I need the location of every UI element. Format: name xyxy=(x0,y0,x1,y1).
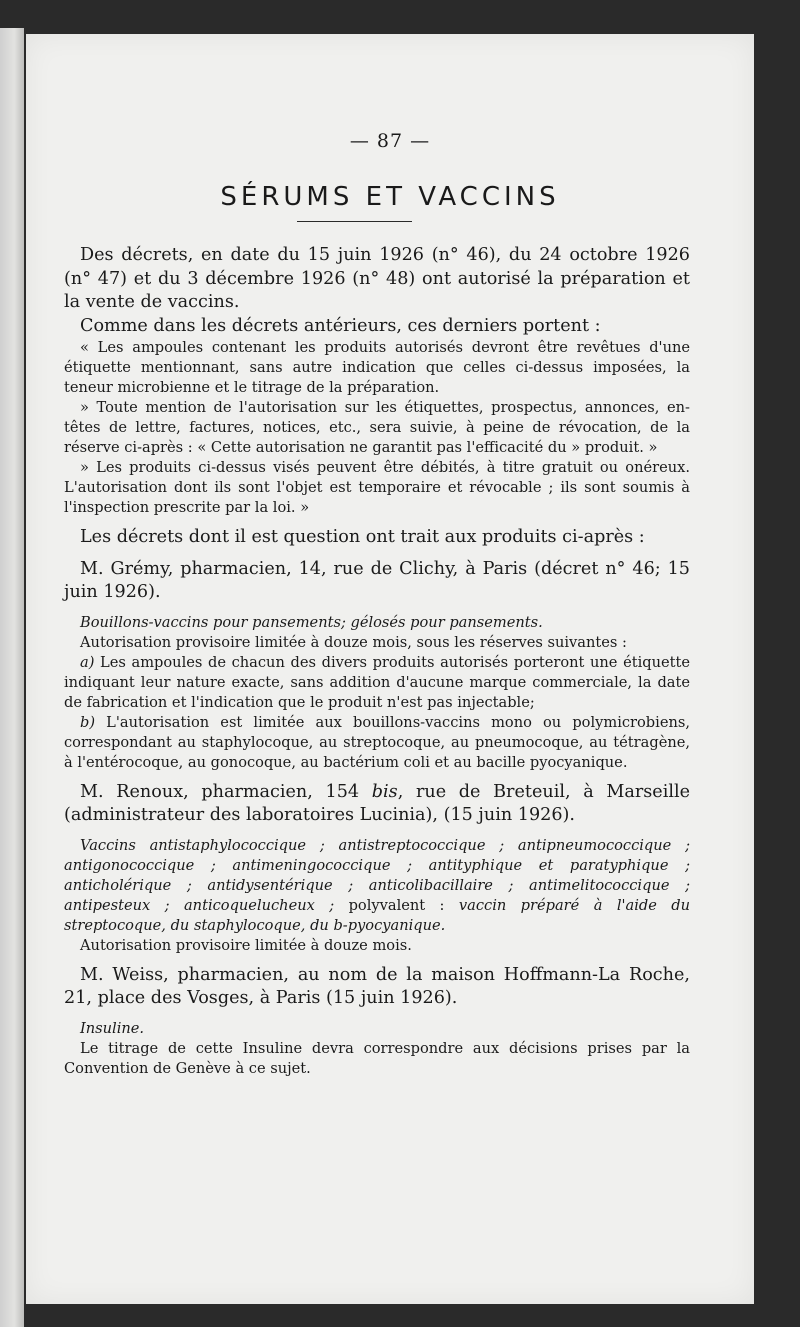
item-b-text: L'autorisation est limitée aux bouillons-vaccins mono ou polymicrobiens, correspondant au staphylocoque, au streptocoque, au pneumocoque, au tétragène, à l'entérocoque, au gonocoque, au bactérium coli et au bacille pyocyanique. xyxy=(64,713,690,771)
renoux-products-list: Vaccins antistaphylococcique ; antistreptococcique ; antipneumococcique ; antigonococcique ; antimeningococcique ; antityphique et paratyphique ; anticholérique ; antidysentérique ; anticolibacillaire ; antimelitococcique ; antipesteux ; anticoquelucheux ; xyxy=(64,836,690,914)
intro-previous-paragraph: Comme dans les décrets antérieurs, ces derniers portent : xyxy=(80,315,601,336)
gremy-item-b xyxy=(64,713,690,773)
document-body xyxy=(64,244,690,1079)
renoux-heading-start: M. Renoux, pharmacien, 154 xyxy=(80,781,372,802)
gremy-authorization: Autorisation provisoire limitée à douze mois, sous les réserves suivantes : xyxy=(80,633,627,651)
renoux-polyvalent: polyvalent : xyxy=(348,896,459,914)
item-b-marker: b) xyxy=(80,713,96,731)
quote-paragraph-1: « Les ampoules contenant les produits autorisés devront être revêtues d'une étiquette mentionnant, sans autre indication que celles ci-dessus imposées, la teneur microbienne et le titrage de la préparation. xyxy=(64,339,690,396)
quote-paragraph-3: » Les produits ci-dessus visés peuvent être débités, à titre gratuit ou onéreux. L'autorisation dont ils sont l'objet est temporaire et révocable ; ils sont soumis à l'inspection prescrite par la loi. » xyxy=(64,459,690,516)
page-title: SÉRUMS ET VACCINS xyxy=(220,182,560,212)
document-page xyxy=(26,34,754,1304)
weiss-product: Insuline. xyxy=(80,1019,145,1037)
title-divider xyxy=(297,221,412,222)
item-a-text: Les ampoules de chacun des divers produits autorisés porteront une étiquette indiquant leur nature exacte, sans addition d'aucune marque commerciale, la date de fabrication et l'indication que le produit n'est pas injectable; xyxy=(64,653,690,711)
renoux-products xyxy=(64,836,690,936)
quote-paragraph-2: » Toute mention de l'autorisation sur les étiquettes, prospectus, annonces, en-têtes de lettre, factures, notices, etc., sera suivie, à peine de révocation, de la réserve ci-après : « Cette autorisation ne garantit pas l'efficacité du » produit. » xyxy=(64,399,690,456)
intro-decrees-paragraph: Des décrets, en date du 15 juin 1926 (n° 46), du 24 octobre 1926 (n° 47) et du 3 décembre 1926 (n° 48) ont autorisé la préparation et la vente de vaccins. xyxy=(64,245,690,312)
gremy-heading: M. Grémy, pharmacien, 14, rue de Clichy, à Paris (décret n° 46; 15 juin 1926). xyxy=(64,558,690,602)
adjacent-page-edge xyxy=(0,28,24,1327)
gremy-item-a xyxy=(64,653,690,713)
page-number: — 87 — xyxy=(349,130,431,152)
renoux-heading-bis: bis xyxy=(371,781,398,802)
weiss-heading: M. Weiss, pharmacien, au nom de la maison Hoffmann-La Roche, 21, place des Vosges, à Paris (15 juin 1926). xyxy=(64,964,690,1008)
item-a-marker: a) xyxy=(80,653,95,671)
renoux-heading xyxy=(64,781,690,828)
gremy-products: Bouillons-vaccins pour pansements; gélosés pour pansements. xyxy=(80,613,543,631)
renoux-authorization: Autorisation provisoire limitée à douze mois. xyxy=(80,936,412,954)
weiss-note: Le titrage de cette Insuline devra correspondre aux décisions prises par la Convention de Genève à ce sujet. xyxy=(64,1039,690,1077)
renoux-heading-end: , rue de Breteuil, à Marseille (administrateur des laboratoires Lucinia), (15 juin 1926). xyxy=(64,781,691,825)
renoux-polyvalent-desc: vaccin préparé à l'aide du streptocoque, du staphylocoque, du b-pyocyanique. xyxy=(64,896,690,934)
products-intro-paragraph: Les décrets dont il est question ont trait aux produits ci-après : xyxy=(80,527,645,547)
